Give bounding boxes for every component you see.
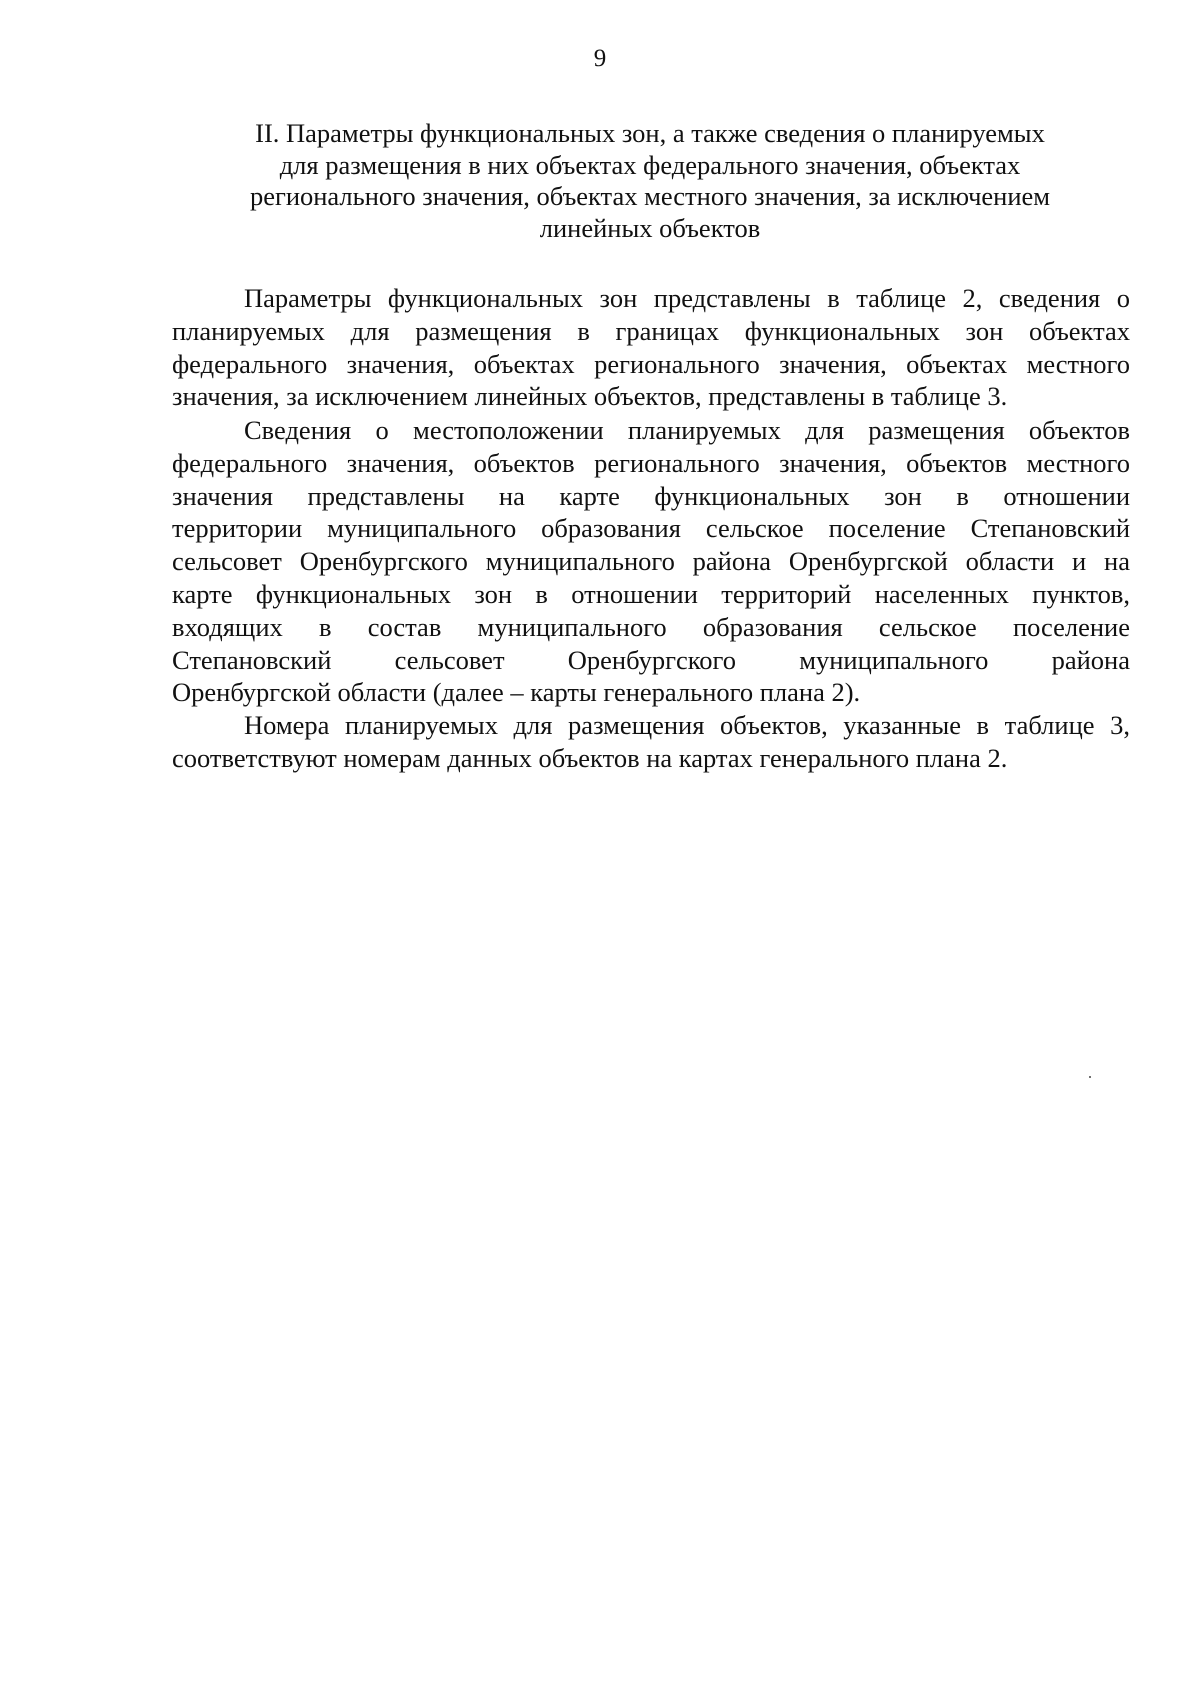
paragraph-line: Степановский сельсовет Оренбургского муниципального района bbox=[172, 644, 1130, 675]
section-title bbox=[200, 118, 1100, 244]
section-title-line: линейных объектов bbox=[539, 212, 761, 243]
paragraph-object-location bbox=[172, 414, 1130, 709]
paragraph-object-numbers bbox=[172, 709, 1130, 775]
paragraph-line: территории муниципального образования сельское поселение Степановский bbox=[172, 513, 1130, 544]
paragraph-line: Сведения о местоположении планируемых для размещения объектов bbox=[244, 415, 1130, 445]
section-title-line: для размещения в них объектах федерального значения, объектах bbox=[279, 149, 1021, 180]
paragraph-line: соответствуют номерам данных объектов на картах генерального плана 2. bbox=[172, 742, 1008, 773]
paragraph-line: сельсовет Оренбургского муниципального района Оренбургской области и на bbox=[172, 546, 1130, 577]
section-title-line: регионального значения, объектах местного значения, за исключением bbox=[249, 181, 1051, 211]
page-number: 9 bbox=[593, 45, 607, 72]
paragraph-line: Номера планируемых для размещения объектов, указанные в таблице 3, bbox=[244, 710, 1130, 740]
paragraph-line: федерального значения, объектов регионального значения, объектов местного bbox=[172, 447, 1130, 478]
paragraph-line: Оренбургской области (далее – карты генерального плана 2). bbox=[172, 677, 861, 708]
paragraph-line: федерального значения, объектах регионального значения, объектах местного bbox=[172, 348, 1130, 379]
paragraph-zone-parameters bbox=[172, 282, 1130, 413]
section-title-line: II. Параметры функциональных зон, а также сведения о планируемых bbox=[255, 118, 1045, 148]
paragraph-line: карте функциональных зон в отношении территорий населенных пунктов, bbox=[172, 578, 1130, 609]
paragraph-line: входящих в состав муниципального образования сельское поселение bbox=[172, 611, 1130, 642]
paragraph-line: значения, за исключением линейных объектов, представлены в таблице 3. bbox=[172, 381, 1008, 412]
scan-speck bbox=[1089, 1076, 1091, 1078]
paragraph-line: планируемых для размещения в границах функциональных зон объектах bbox=[172, 315, 1130, 346]
paragraph-line: Параметры функциональных зон представлены в таблице 2, сведения о bbox=[244, 283, 1130, 313]
paragraph-line: значения представлены на карте функциональных зон в отношении bbox=[172, 480, 1130, 511]
